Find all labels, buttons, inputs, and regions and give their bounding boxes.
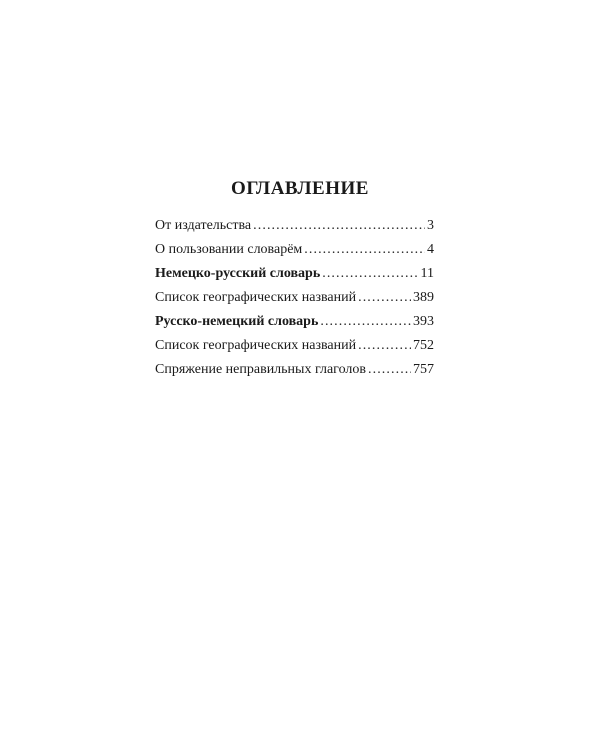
- toc-entry-label: Русско-немецкий словарь: [155, 314, 319, 329]
- toc-entry-page: 11: [420, 266, 434, 281]
- toc-dot-leader: [358, 338, 411, 354]
- toc-entry-label: Спряжение неправильных глаголов: [155, 362, 366, 377]
- toc-entry-page: 757: [413, 362, 434, 377]
- toc-entry: [155, 362, 434, 386]
- toc-title: ОГЛАВЛЕНИЕ: [231, 178, 369, 199]
- toc-entry-section: [155, 266, 434, 290]
- toc-entry-label: Немецко-русский словарь: [155, 266, 321, 281]
- toc-entry-page: 3: [427, 218, 434, 233]
- toc-dot-leader: [253, 218, 425, 234]
- toc-entry-label: О пользовании словарём: [155, 242, 303, 257]
- toc-entry-label: Список географических названий: [155, 290, 357, 305]
- toc-dot-leader: [322, 266, 418, 282]
- toc-entry-label: Список географических названий: [155, 338, 357, 353]
- toc-dot-leader: [358, 290, 411, 306]
- toc-entry-page: 389: [413, 290, 434, 305]
- toc-dot-leader: [304, 242, 425, 258]
- toc-entry: [155, 218, 434, 242]
- toc-entry-page: 393: [413, 314, 434, 329]
- toc-entry: [155, 242, 434, 266]
- toc-list: [155, 218, 434, 386]
- toc-entry-label: От издательства: [155, 218, 252, 233]
- toc-entry-section: [155, 314, 434, 338]
- toc-dot-leader: [320, 314, 411, 330]
- toc-entry: [155, 290, 434, 314]
- toc-entry-page: 4: [427, 242, 434, 257]
- toc-dot-leader: [368, 362, 411, 378]
- toc-entry: [155, 338, 434, 362]
- toc-entry-page: 752: [413, 338, 434, 353]
